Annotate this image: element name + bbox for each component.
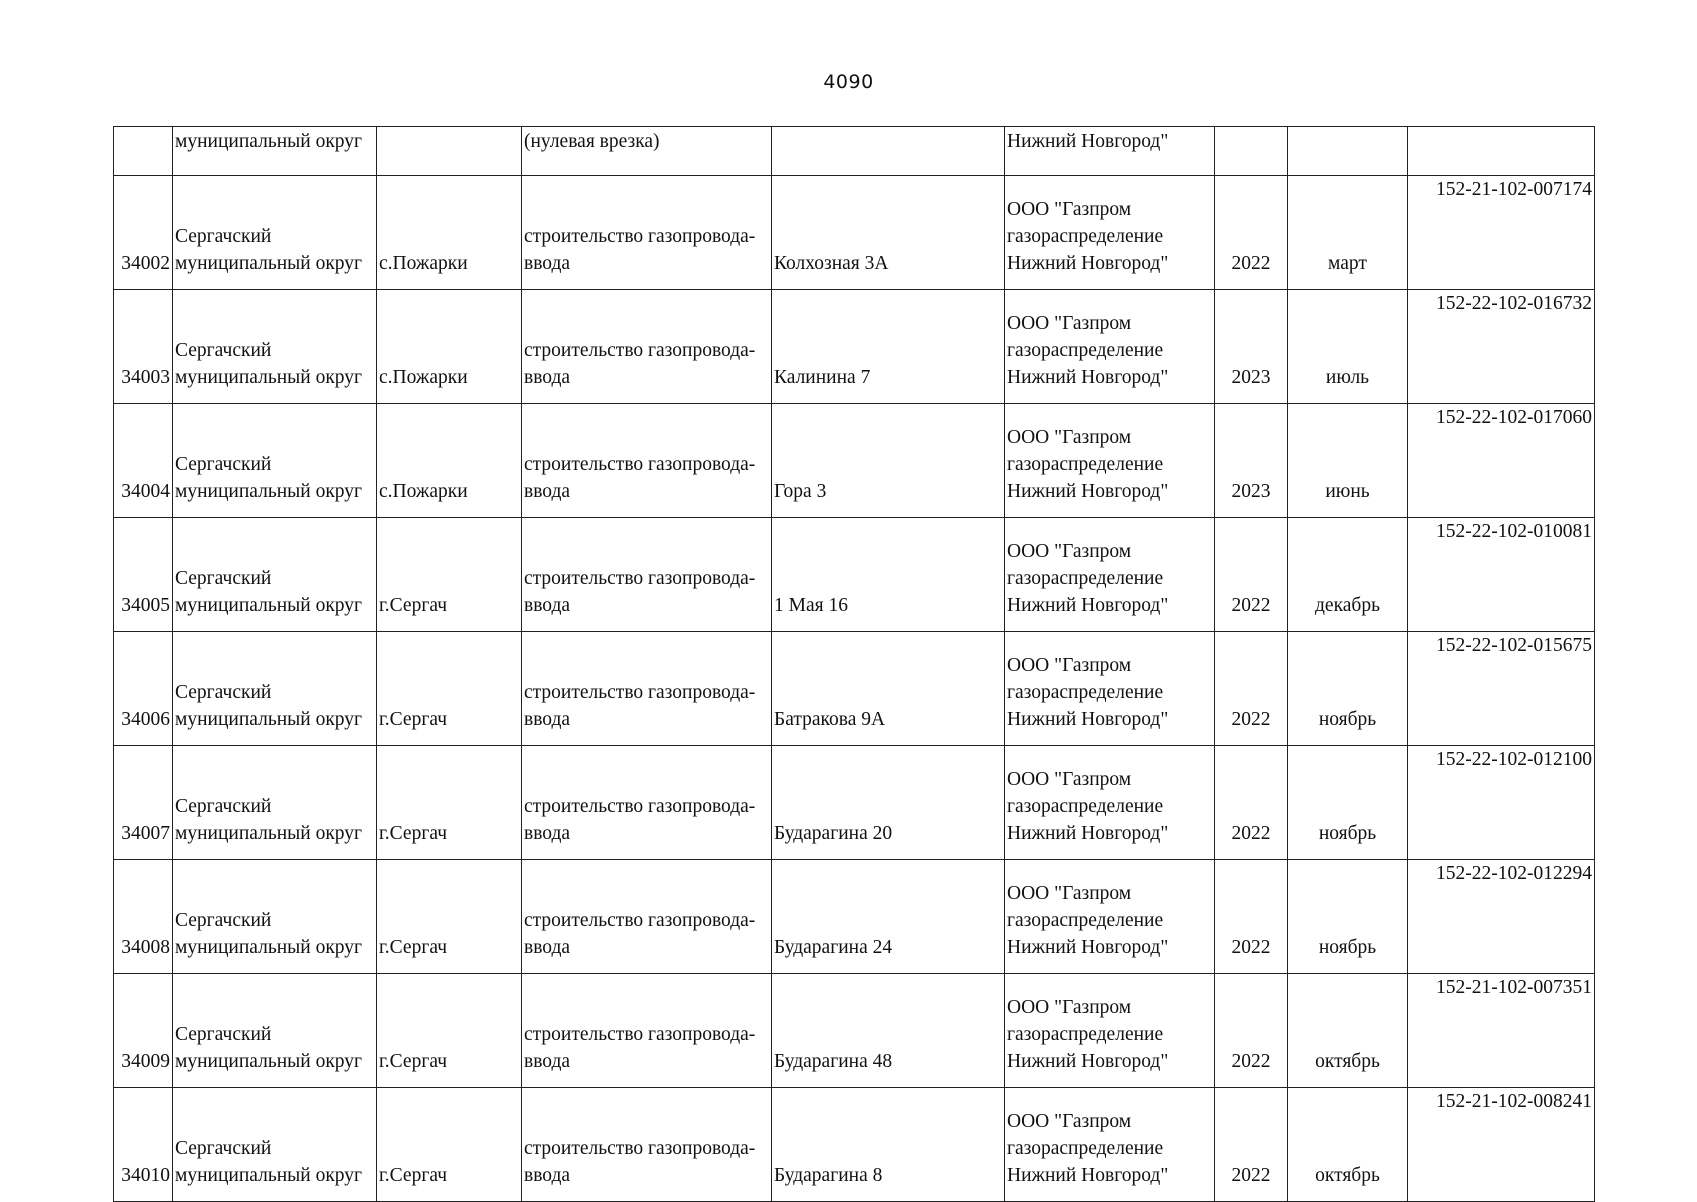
cell-id (114, 127, 173, 176)
district-line-2: муниципальный округ (175, 1051, 363, 1072)
operator-line-3: Нижний Новгород" (1007, 709, 1169, 730)
work-line-2: ввода (524, 823, 571, 844)
work-line-1: строительство газопровода- (524, 226, 756, 247)
cell-year (1215, 290, 1288, 404)
district-line-2: муниципальный округ (175, 367, 363, 388)
year: 2022 (1231, 253, 1271, 274)
cell-month (1288, 1088, 1408, 1202)
settlement: г.Сергач (379, 1051, 448, 1072)
registry-table (113, 126, 1595, 1202)
district-line-2: муниципальный округ (175, 709, 363, 730)
row-id: 34004 (121, 481, 170, 502)
table-row (114, 1088, 1595, 1202)
operator-line-3: Нижний Новгород" (1007, 1165, 1169, 1186)
table-row (114, 746, 1595, 860)
cell-settlement (377, 746, 522, 860)
operator-line-2: газораспределение (1007, 796, 1164, 817)
cell-address (772, 746, 1005, 860)
cell-year (1215, 974, 1288, 1088)
work-line-2: ввода (524, 367, 571, 388)
cell-month (1288, 632, 1408, 746)
cell-month (1288, 860, 1408, 974)
cell-operator (1005, 632, 1215, 746)
settlement: с.Пожарки (379, 481, 468, 502)
registry-number: 152-22-102-012294 (1436, 863, 1592, 884)
cell-id (114, 860, 173, 974)
operator-line-2: газораспределение (1007, 1138, 1164, 1159)
cell-month (1288, 176, 1408, 290)
cell-month (1288, 127, 1408, 176)
operator-line-1: ООО "Газпром (1007, 883, 1132, 904)
district-line-1: Сергачский (175, 682, 272, 703)
page-number: 4090 (823, 71, 874, 93)
cell-operator (1005, 860, 1215, 974)
cell-settlement (377, 518, 522, 632)
cell-settlement (377, 127, 522, 176)
operator-line-1: ООО "Газпром (1007, 1111, 1132, 1132)
operator-line-1: ООО "Газпром (1007, 199, 1132, 220)
settlement: г.Сергач (379, 709, 448, 730)
year: 2022 (1231, 1051, 1271, 1072)
district-line-2: муниципальный округ (175, 595, 363, 616)
cell-work (522, 746, 772, 860)
operator-line-2: газораспределение (1007, 568, 1164, 589)
registry-number: 152-22-102-016732 (1436, 293, 1592, 314)
cell-settlement (377, 974, 522, 1088)
operator-line-1: ООО "Газпром (1007, 541, 1132, 562)
operator-line-3: Нижний Новгород" (1007, 253, 1169, 274)
year: 2022 (1231, 595, 1271, 616)
cell-year (1215, 746, 1288, 860)
district-line-2: муниципальный округ (175, 1165, 363, 1186)
cell-id (114, 632, 173, 746)
operator-line-2: газораспределение (1007, 454, 1164, 475)
cell-district (173, 176, 377, 290)
cell-registry (1408, 974, 1595, 1088)
work-line-1: строительство газопровода- (524, 1138, 756, 1159)
cell-work (522, 860, 772, 974)
cell-month (1288, 404, 1408, 518)
operator-line-1: ООО "Газпром (1007, 427, 1132, 448)
operator-line-2: газораспределение (1007, 910, 1164, 931)
cell-id (114, 1088, 173, 1202)
cell-registry (1408, 518, 1595, 632)
operator-line-1: ООО "Газпром (1007, 769, 1132, 790)
cell-id (114, 746, 173, 860)
row-id: 34009 (121, 1051, 170, 1072)
cell-settlement (377, 404, 522, 518)
operator-line-1: ООО "Газпром (1007, 655, 1132, 676)
table-row-continuation (114, 127, 1595, 176)
cell-work (522, 176, 772, 290)
registry-number: 152-22-102-012100 (1436, 749, 1592, 770)
address: Бударагина 48 (774, 1051, 893, 1072)
operator-line-2: газораспределение (1007, 1024, 1164, 1045)
cell-year (1215, 1088, 1288, 1202)
work-line-1: строительство газопровода- (524, 682, 756, 703)
row-id: 34008 (121, 937, 170, 958)
cell-month (1288, 518, 1408, 632)
registry-number: 152-22-102-010081 (1436, 521, 1592, 542)
work-line-2: ввода (524, 253, 571, 274)
cell-work (522, 632, 772, 746)
cell-district (173, 860, 377, 974)
cell-settlement (377, 290, 522, 404)
district-line-1: Сергачский (175, 1138, 272, 1159)
row-id: 34003 (121, 367, 170, 388)
work-line-1: строительство газопровода- (524, 910, 756, 931)
cell-year (1215, 632, 1288, 746)
cell-work (522, 1088, 772, 1202)
cell-district (173, 746, 377, 860)
table-row (114, 176, 1595, 290)
district-line-2: муниципальный округ (175, 253, 363, 274)
address: Бударагина 20 (774, 823, 893, 844)
settlement: г.Сергач (379, 595, 448, 616)
table-row (114, 632, 1595, 746)
work-line-2: ввода (524, 937, 571, 958)
cell-address (772, 290, 1005, 404)
cell-year (1215, 404, 1288, 518)
work-line-1: строительство газопровода- (524, 340, 756, 361)
cell-month (1288, 746, 1408, 860)
registry-number: 152-21-102-008241 (1436, 1091, 1592, 1112)
cell-settlement (377, 860, 522, 974)
cell-year (1215, 127, 1288, 176)
month: июнь (1325, 481, 1370, 502)
operator-line-2: газораспределение (1007, 226, 1164, 247)
district-line-1: Сергачский (175, 340, 272, 361)
row-id: 34005 (121, 595, 170, 616)
cell-operator (1005, 974, 1215, 1088)
month: декабрь (1315, 595, 1380, 616)
month: ноябрь (1318, 709, 1377, 730)
cell-work (522, 404, 772, 518)
cell-registry (1408, 632, 1595, 746)
cell-work (522, 518, 772, 632)
cell-settlement (377, 632, 522, 746)
year: 2022 (1231, 709, 1271, 730)
cell-year (1215, 860, 1288, 974)
cell-address (772, 632, 1005, 746)
cell-address (772, 176, 1005, 290)
cell-district: муниципальный округ (173, 127, 377, 176)
address: Гора 3 (774, 481, 827, 502)
cell-registry (1408, 746, 1595, 860)
district-line-1: Сергачский (175, 568, 272, 589)
year: 2023 (1231, 367, 1271, 388)
cell-district (173, 290, 377, 404)
district-line-1: Сергачский (175, 910, 272, 931)
registry-number: 152-22-102-015675 (1436, 635, 1592, 656)
cell-district (173, 974, 377, 1088)
work-line-1: строительство газопровода- (524, 1024, 756, 1045)
district-line-1: Сергачский (175, 226, 272, 247)
year: 2022 (1231, 1165, 1271, 1186)
cell-id (114, 290, 173, 404)
year: 2023 (1231, 481, 1271, 502)
address: Колхозная 3А (774, 253, 889, 274)
operator-line-3: Нижний Новгород" (1007, 937, 1169, 958)
row-id: 34006 (121, 709, 170, 730)
month: март (1328, 253, 1367, 274)
cell-id (114, 974, 173, 1088)
cell-id (114, 518, 173, 632)
cell-address (772, 974, 1005, 1088)
district-line-1: Сергачский (175, 1024, 272, 1045)
cell-operator (1005, 1088, 1215, 1202)
cell-registry (1408, 860, 1595, 974)
district-line-2: муниципальный округ (175, 937, 363, 958)
cell-operator (1005, 746, 1215, 860)
cell-registry (1408, 404, 1595, 518)
row-id: 34010 (121, 1165, 170, 1186)
settlement: г.Сергач (379, 823, 448, 844)
work-line-2: ввода (524, 1051, 571, 1072)
cell-district (173, 1088, 377, 1202)
table-row (114, 860, 1595, 974)
cell-month (1288, 974, 1408, 1088)
cell-operator (1005, 518, 1215, 632)
operator-line-3: Нижний Новгород" (1007, 823, 1169, 844)
table-body (114, 127, 1595, 1202)
operator-line-3: Нижний Новгород" (1007, 367, 1169, 388)
cell-operator (1005, 176, 1215, 290)
year: 2022 (1231, 823, 1271, 844)
settlement: с.Пожарки (379, 253, 468, 274)
district-line-2: муниципальный округ (175, 481, 363, 502)
cell-registry (1408, 127, 1595, 176)
settlement: г.Сергач (379, 937, 448, 958)
cell-registry (1408, 290, 1595, 404)
work-line-1: строительство газопровода- (524, 454, 756, 475)
table-row (114, 974, 1595, 1088)
registry-number: 152-22-102-017060 (1436, 407, 1592, 428)
row-id: 34002 (121, 253, 170, 274)
month: ноябрь (1318, 937, 1377, 958)
row-id: 34007 (121, 823, 170, 844)
address: Батракова 9А (774, 709, 886, 730)
settlement: г.Сергач (379, 1165, 448, 1186)
operator-line-3: Нижний Новгород" (1007, 481, 1169, 502)
year: 2022 (1231, 937, 1271, 958)
cell-year (1215, 518, 1288, 632)
registry-number: 152-21-102-007174 (1436, 179, 1592, 200)
operator-line-3: Нижний Новгород" (1007, 595, 1169, 616)
table-row (114, 404, 1595, 518)
cell-district (173, 404, 377, 518)
cell-district (173, 518, 377, 632)
registry-number: 152-21-102-007351 (1436, 977, 1592, 998)
cell-operator: Нижний Новгород" (1005, 127, 1215, 176)
operator-line-1: ООО "Газпром (1007, 313, 1132, 334)
table-row (114, 290, 1595, 404)
operator-line-2: газораспределение (1007, 340, 1164, 361)
address: Бударагина 24 (774, 937, 893, 958)
work-line-1: строительство газопровода- (524, 796, 756, 817)
cell-work (522, 290, 772, 404)
month: ноябрь (1318, 823, 1377, 844)
cell-district (173, 632, 377, 746)
settlement: с.Пожарки (379, 367, 468, 388)
operator-line-1: ООО "Газпром (1007, 997, 1132, 1018)
work-line-1: строительство газопровода- (524, 568, 756, 589)
cell-operator (1005, 404, 1215, 518)
cell-month (1288, 290, 1408, 404)
address: Бударагина 8 (774, 1165, 883, 1186)
district-line-2: муниципальный округ (175, 823, 363, 844)
month: октябрь (1315, 1051, 1380, 1072)
work-line-2: ввода (524, 709, 571, 730)
district-line-1: Сергачский (175, 454, 272, 475)
cell-address (772, 404, 1005, 518)
work-line-2: ввода (524, 595, 571, 616)
month: октябрь (1315, 1165, 1380, 1186)
address: 1 Мая 16 (774, 595, 848, 616)
cell-address (772, 127, 1005, 176)
cell-work (522, 974, 772, 1088)
cell-registry (1408, 1088, 1595, 1202)
operator-line-3: Нижний Новгород" (1007, 1051, 1169, 1072)
operator-line-2: газораспределение (1007, 682, 1164, 703)
cell-id (114, 404, 173, 518)
cell-operator (1005, 290, 1215, 404)
cell-year (1215, 176, 1288, 290)
district-line-1: Сергачский (175, 796, 272, 817)
cell-address (772, 518, 1005, 632)
cell-settlement (377, 1088, 522, 1202)
cell-registry (1408, 176, 1595, 290)
cell-address (772, 1088, 1005, 1202)
table-row (114, 518, 1595, 632)
month: июль (1325, 367, 1370, 388)
cell-work: (нулевая врезка) (522, 127, 772, 176)
cell-settlement (377, 176, 522, 290)
work-line-2: ввода (524, 481, 571, 502)
work-line-2: ввода (524, 1165, 571, 1186)
address: Калинина 7 (774, 367, 871, 388)
cell-address (772, 860, 1005, 974)
cell-id (114, 176, 173, 290)
